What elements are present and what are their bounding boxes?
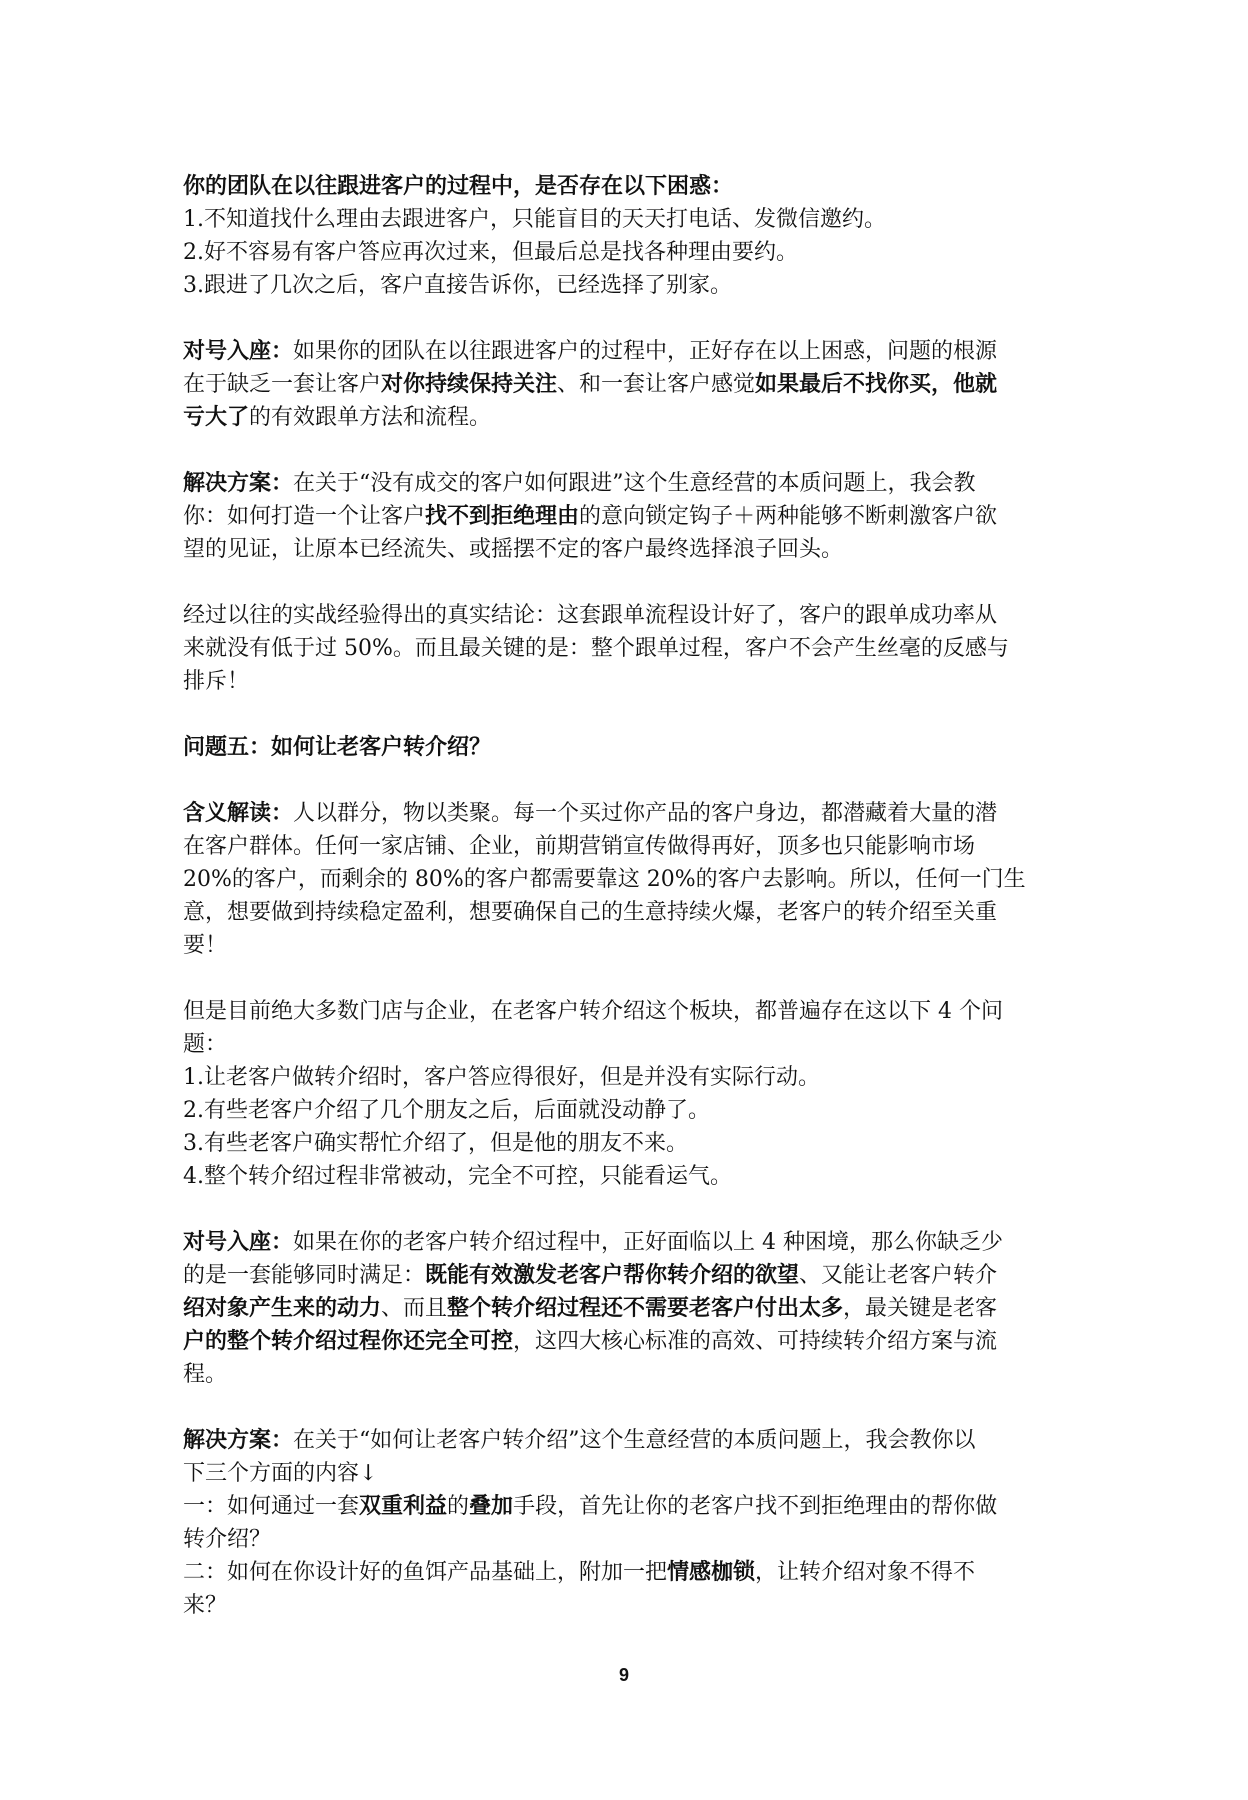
page-number: 9 <box>618 1665 629 1685</box>
text-run: 在关于“如何让老客户转介绍”这个生意经营的本质问题上，我会教你以 <box>293 1428 976 1453</box>
text-run: 手段，首先让你的老客户找不到拒绝理由的帮你做 <box>513 1494 998 1519</box>
text-run: 望的见证，让原本已经流失、或摇摆不定的客户最终选择浪子回头。 <box>183 537 844 562</box>
paragraph <box>183 335 1073 434</box>
bold-text: 找不到拒绝理由 <box>425 503 580 529</box>
text-run: 人以群分，物以类聚。每一个买过你产品的客户身边，都潜藏着大量的潜 <box>293 801 998 826</box>
text-line <box>183 170 1073 203</box>
text-line <box>183 203 1073 236</box>
bold-text: 问题五：如何让老客户转介绍？ <box>183 734 492 760</box>
paragraph <box>183 731 1073 764</box>
bold-text: 含义解读： <box>183 800 294 826</box>
text-run: ，这四大核心标准的高效、可持续转介绍方案与流 <box>513 1329 998 1354</box>
text-run: 在客户群体。任何一家店铺、企业，前期营销宣传做得再好，顶多也只能影响市场 <box>183 834 976 859</box>
text-run: 如果在你的老客户转介绍过程中，正好面临以上 4 种困境，那么你缺乏少 <box>293 1230 1004 1255</box>
text-line <box>183 731 1073 764</box>
text-line <box>183 500 1073 533</box>
paragraph <box>183 797 1073 962</box>
text-run: 下三个方面的内容↓ <box>183 1461 378 1486</box>
text-run: 4.整个转介绍过程非常被动，完全不可控，只能看运气。 <box>183 1164 732 1189</box>
text-line <box>183 995 1073 1028</box>
text-run: 一：如何通过一套 <box>183 1494 360 1519</box>
bold-text: 对号入座： <box>183 338 294 364</box>
paragraph <box>183 1424 1073 1622</box>
paragraph <box>183 599 1073 698</box>
text-line <box>183 1589 1073 1622</box>
bold-text: 双重利益 <box>359 1493 448 1519</box>
text-run: 2.好不容易有客户答应再次过来，但最后总是找各种理由要约。 <box>183 240 798 265</box>
bold-text: 叠加 <box>469 1493 514 1519</box>
text-run: 排斥！ <box>183 669 250 694</box>
text-line <box>183 1325 1073 1358</box>
paragraph <box>183 170 1073 302</box>
text-line <box>183 368 1073 401</box>
text-run: 要！ <box>183 933 228 958</box>
bold-text: 亏大了 <box>183 404 250 430</box>
paragraph <box>183 995 1073 1193</box>
bold-text: 整个转介绍过程还不需要老客户付出太多 <box>447 1295 844 1321</box>
text-line <box>183 401 1073 434</box>
bold-text: 解决方案： <box>183 1427 294 1453</box>
text-run: 在于缺乏一套让客户 <box>183 372 382 397</box>
text-line <box>183 236 1073 269</box>
text-run: 、和一套让客户感觉 <box>557 372 756 397</box>
text-line <box>183 1226 1073 1259</box>
text-run: 二：如何在你设计好的鱼饵产品基础上，附加一把 <box>183 1560 668 1585</box>
bold-text: 情感枷锁 <box>667 1559 756 1585</box>
bold-text: 户的整个转介绍过程你还完全可控 <box>183 1328 514 1354</box>
text-run: 3.跟进了几次之后，客户直接告诉你，已经选择了别家。 <box>183 273 732 298</box>
text-line <box>183 665 1073 698</box>
paragraph <box>183 1226 1073 1391</box>
text-line <box>183 1061 1073 1094</box>
text-line <box>183 1457 1073 1490</box>
text-run: 意，想要做到持续稳定盈利，想要确保自己的生意持续火爆，老客户的转介绍至关重 <box>183 900 998 925</box>
text-line <box>183 830 1073 863</box>
text-run: 你：如何打造一个让客户 <box>183 504 426 529</box>
text-run: 20%的客户，而剩余的 80%的客户都需要靠这 20%的客户去影响。所以，任何一门生 <box>183 867 1026 892</box>
text-run: 如果你的团队在以往跟进客户的过程中，正好存在以上困惑，问题的根源 <box>293 339 998 364</box>
text-line <box>183 1424 1073 1457</box>
bold-text: 你的团队在以往跟进客户的过程中，是否存在以下困惑： <box>183 173 734 199</box>
text-run: 经过以往的实战经验得出的真实结论：这套跟单流程设计好了，客户的跟单成功率从 <box>183 603 998 628</box>
bold-text: 对你持续保持关注 <box>381 371 558 397</box>
text-line <box>183 896 1073 929</box>
bold-text: 解决方案： <box>183 470 294 496</box>
text-run: 题： <box>183 1032 228 1057</box>
text-run: 、而且 <box>381 1296 448 1321</box>
text-run: 但是目前绝大多数门店与企业，在老客户转介绍这个板块，都普遍存在这以下 4 个问 <box>183 999 1003 1024</box>
text-line <box>183 533 1073 566</box>
text-run: 3.有些老客户确实帮忙介绍了，但是他的朋友不来。 <box>183 1131 688 1156</box>
text-line <box>183 797 1073 830</box>
bold-text: 既能有效激发老客户帮你转介绍的欲望 <box>425 1262 800 1288</box>
document-body <box>183 170 1073 1655</box>
text-run: 来？ <box>183 1593 228 1618</box>
text-run: 、又能让老客户转介 <box>799 1263 998 1288</box>
text-run: 1.不知道找什么理由去跟进客户，只能盲目的天天打电话、发微信邀约。 <box>183 207 886 232</box>
text-line <box>183 1490 1073 1523</box>
text-line <box>183 1292 1073 1325</box>
text-line <box>183 1259 1073 1292</box>
paragraph <box>183 467 1073 566</box>
text-line <box>183 1556 1073 1589</box>
text-run: ，让转介绍对象不得不 <box>755 1560 976 1585</box>
text-run: 转介绍？ <box>183 1527 272 1552</box>
text-line <box>183 632 1073 665</box>
text-run: 的意向锁定钩子＋两种能够不断刺激客户欲 <box>579 504 998 529</box>
text-line <box>183 1028 1073 1061</box>
text-line <box>183 269 1073 302</box>
text-run: 2.有些老客户介绍了几个朋友之后，后面就没动静了。 <box>183 1098 710 1123</box>
text-run: 的有效跟单方法和流程。 <box>249 405 492 430</box>
text-line <box>183 335 1073 368</box>
text-run: 1.让老客户做转介绍时，客户答应得很好，但是并没有实际行动。 <box>183 1065 820 1090</box>
text-run: 在关于“没有成交的客户如何跟进”这个生意经营的本质问题上，我会教 <box>293 471 976 496</box>
text-run: 的 <box>447 1494 470 1519</box>
text-run: 来就没有低于过 50%。而且最关键的是：整个跟单过程，客户不会产生丝毫的反感与 <box>183 636 1009 661</box>
text-line <box>183 1160 1073 1193</box>
text-line <box>183 1127 1073 1160</box>
text-line <box>183 929 1073 962</box>
text-line <box>183 599 1073 632</box>
text-run: ，最关键是老客 <box>843 1296 998 1321</box>
text-line <box>183 1358 1073 1391</box>
bold-text: 绍对象产生来的动力 <box>183 1295 382 1321</box>
text-run: 的是一套能够同时满足： <box>183 1263 426 1288</box>
text-line <box>183 467 1073 500</box>
text-line <box>183 863 1073 896</box>
text-line <box>183 1094 1073 1127</box>
text-run: 程。 <box>183 1362 228 1387</box>
text-line <box>183 1523 1073 1556</box>
bold-text: 如果最后不找你买，他就 <box>755 371 998 397</box>
bold-text: 对号入座： <box>183 1229 294 1255</box>
